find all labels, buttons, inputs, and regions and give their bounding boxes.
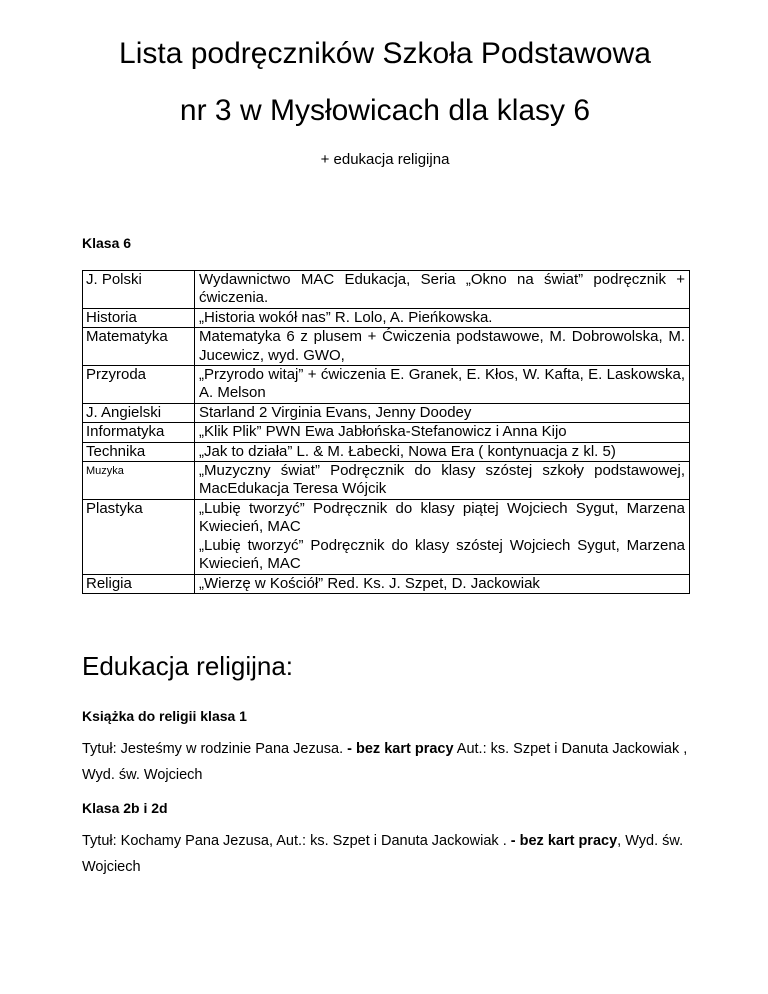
table-row xyxy=(83,271,690,309)
subject-cell: Historia xyxy=(83,308,195,327)
table-row xyxy=(83,499,690,574)
table-row xyxy=(83,328,690,366)
description-cell: „Jak to działa” L. & M. Łabecki, Nowa Era ( kontynuacja z kl. 5) xyxy=(195,442,690,461)
description-line: „Lubię tworzyć” Podręcznik do klasy szóstej Wojciech Sygut, Marzena Kwiecień, MAC xyxy=(199,536,685,573)
description-cell: Wydawnictwo MAC Edukacja, Seria „Okno na świat” podręcznik + ćwiczenia. xyxy=(195,271,690,309)
paragraph-bold-text: - bez kart pracy xyxy=(347,741,454,757)
table-row xyxy=(83,366,690,404)
description-cell: Matematyka 6 z plusem + Ćwiczenia podstawowe, M. Dobrowolska, M. Jucewicz, wyd. GWO, xyxy=(195,328,690,366)
subject-cell: Muzyka xyxy=(83,462,195,500)
section-heading: Książka do religii klasa 1 xyxy=(82,708,247,724)
section-paragraph xyxy=(82,736,692,788)
description-cell: „Klik Plik” PWN Ewa Jabłońska-Stefanowicz i Anna Kijo xyxy=(195,423,690,442)
paragraph-text: Tytuł: Jesteśmy w rodzinie Pana Jezusa. xyxy=(82,741,348,757)
table-row xyxy=(83,462,690,500)
subject-cell: Technika xyxy=(83,442,195,461)
description-cell xyxy=(195,499,690,574)
description-cell: „Wierzę w Kościół” Red. Ks. J. Szpet, D. Jackowiak xyxy=(195,574,690,593)
subject-cell: J. Polski xyxy=(83,271,195,309)
section-paragraph xyxy=(82,828,692,880)
page-subtitle: + edukacja religijna xyxy=(320,151,450,168)
subject-cell: Informatyka xyxy=(83,423,195,442)
table-row xyxy=(83,403,690,422)
textbook-table xyxy=(82,270,690,594)
subject-cell: Matematyka xyxy=(83,328,195,366)
religion-section-heading: Edukacja religijna: xyxy=(82,651,294,681)
subject-cell: Religia xyxy=(83,574,195,593)
description-cell: „Historia wokół nas” R. Lolo, A. Pieńkowska. xyxy=(195,308,690,327)
description-cell: „Przyrodo witaj” + ćwiczenia E. Granek, E. Kłos, W. Kafta, E. Laskowska, A. Melson xyxy=(195,366,690,404)
subject-cell: Przyroda xyxy=(83,366,195,404)
table-row xyxy=(83,574,690,593)
paragraph-text: , Wyd. św. Wojciech xyxy=(82,833,684,875)
page-title-line-2: nr 3 w Mysłowicach dla klasy 6 xyxy=(179,94,591,127)
description-cell: „Muzyczny świat” Podręcznik do klasy szóstej szkoły podstawowej, MacEdukacja Teresa Wójcik xyxy=(195,462,690,500)
description-cell: Starland 2 Virginia Evans, Jenny Doodey xyxy=(195,403,690,422)
table-row xyxy=(83,423,690,442)
section-heading: Klasa 2b i 2d xyxy=(82,800,168,816)
table-row xyxy=(83,308,690,327)
paragraph-bold-text: - bez kart pracy xyxy=(510,833,618,849)
page-title-line-1: Lista podręczników Szkoła Podstawowa xyxy=(119,37,651,70)
subject-cell: J. Angielski xyxy=(83,403,195,422)
subject-cell: Plastyka xyxy=(83,499,195,574)
paragraph-text: Tytuł: Kochamy Pana Jezusa, Aut.: ks. Szpet i Danuta Jackowiak . xyxy=(82,833,511,849)
paragraph-text: Aut.: ks. Szpet i Danuta Jackowiak , Wyd. św. Wojciech xyxy=(82,741,688,783)
description-line: „Lubię tworzyć” Podręcznik do klasy piątej Wojciech Sygut, Marzena Kwiecień, MAC xyxy=(199,499,685,536)
class-heading: Klasa 6 xyxy=(82,235,132,251)
table-row xyxy=(83,442,690,461)
